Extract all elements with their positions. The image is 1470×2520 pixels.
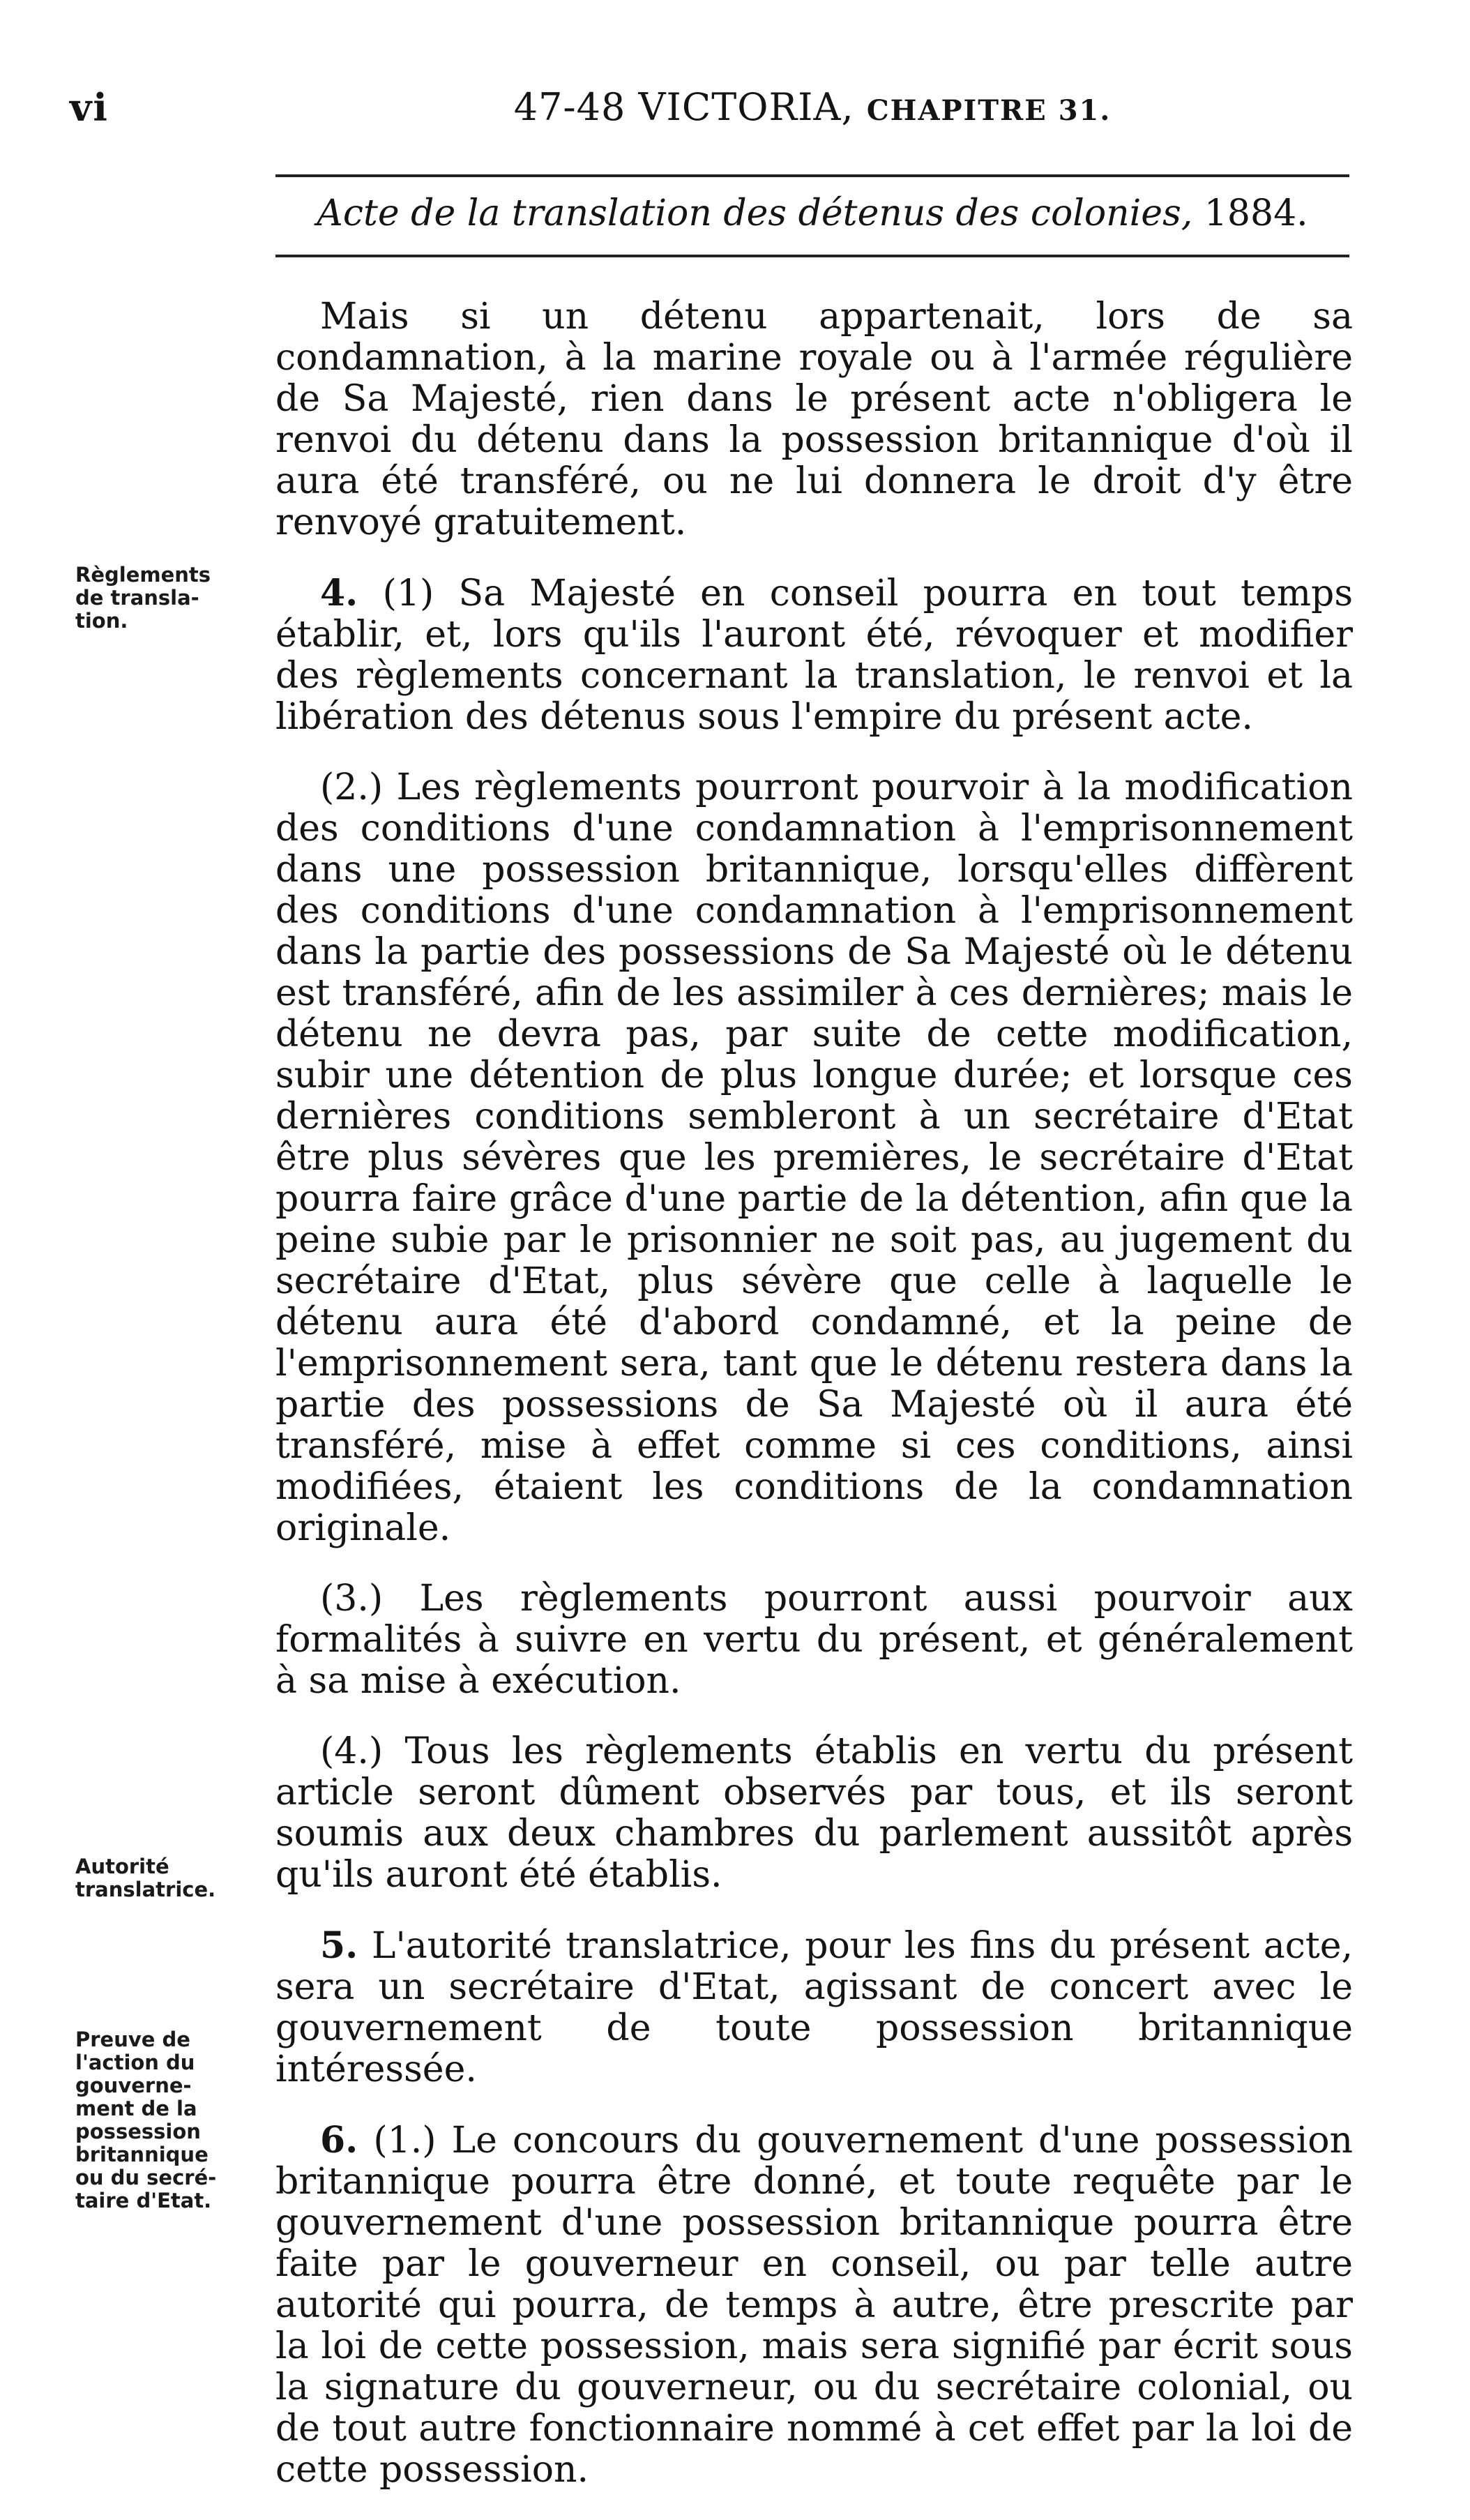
paragraph-text: L'autorité translatrice, pour les fins du présent acte, sera un secrétaire d'Etat, agissant de concert avec le gouvernement de toute possession britannique intéressée. [275, 1925, 1354, 2090]
paragraph-text: (1.) Le concours du gouvernement d'une possession britannique pourra être donné, et toute requête par le gouvernement d'une possession britannique pourra être faite par le gouverneur en conseil, ou par telle autre autorité qui pourra, de temps à autre, être prescrite par la loi de cette possession, mais sera signifié par écrit sous la signature du gouverneur, ou du secrétaire colonial, ou de tout autre fonctionnaire nommé à cet effet par la loi de cette possession. [275, 2120, 1354, 2491]
margin-note-section-4: Règlements de transla- tion. [75, 563, 211, 633]
paragraph-text: Mais si un détenu appartenait, lors de sa condamnation, à la marine royale ou à l'armée régulière de Sa Majesté, rien dans le présent acte n'obligera le renvoi du détenu dans la possession britannique d'où il aura été transféré, ou ne lui donnera le droit d'y être renvoyé gratuitement. [275, 296, 1353, 543]
margin-note-section-5: Autorité translatrice. [75, 1855, 216, 1901]
paragraph-section-4-3 [275, 1578, 1353, 1702]
paragraph-text: (1) Sa Majesté en conseil pourra en tout temps établir, et, lors qu'ils l'auront été, révoquer et modifier des règlements concernant la translation, le renvoi et la libération des détenus sous l'empire du présent acte. [275, 573, 1354, 738]
section-number: 4. [320, 572, 358, 614]
chapter-label: CHAPITRE 31. [866, 94, 1112, 127]
paragraph-text: (4.) Tous les règlements établis en vertu du présent article seront dûment observés par tous, et ils seront soumis aux deux chambres du parlement aussitôt après qu'ils auront été établis. [275, 1730, 1353, 1896]
paragraph-text: (2.) Les règlements pourront pourvoir à la modification des conditions d'une condamnation à l'emprisonnement dans une possession britannique, lorsqu'elles diffèrent des conditions d'une condamnation à l'emprisonnement dans la partie des possessions de Sa Majesté où le détenu est transféré, afin de les assimiler à ces dernières; mais le détenu ne devra pas, par suite de cette modification, subir une détention de plus longue durée; et lorsque ces dernières conditions sembleront à un secrétaire d'Etat être plus sévères que les premières, le secrétaire d'Etat pourra faire grâce d'une partie de la détention, afin que la peine subie par le prisonnier ne soit pas, au jugement du secrétaire d'Etat, plus sévère que celle à laquelle le détenu aura été d'abord condamné, et la peine de l'emprisonnement sera, tant que le détenu restera dans la partie des possessions de Sa Majesté où il aura été transféré, mise à effet comme si ces conditions, ainsi modifiées, étaient les conditions de la condamnation originale. [275, 767, 1353, 1549]
margin-note-section-6: Preuve de l'action du gouverne- ment de la possession britannique ou du secré- taire d'Etat. [75, 2028, 217, 2212]
header-rule-top [275, 174, 1349, 177]
paragraph-section-6-1 [275, 2120, 1353, 2491]
paragraph-section-4-2 [275, 767, 1353, 1549]
paragraph-text: (3.) Les règlements pourront aussi pourvoir aux formalités à suivre en vertu du présent, et généralement à sa mise à exécution. [275, 1578, 1353, 1702]
page-number: vi [70, 85, 109, 130]
section-number: 5. [320, 1924, 358, 1967]
act-title-name: Acte de la translation des détenus des colonies, [317, 193, 1193, 234]
act-title [275, 193, 1349, 234]
act-title-year: 1884. [1204, 193, 1308, 234]
paragraph-section-5 [275, 1925, 1353, 2090]
header-rule-bottom [275, 255, 1349, 257]
running-header [275, 85, 1349, 129]
paragraph-military-exception [275, 296, 1353, 543]
act-reference: 47-48 VICTORIA, [513, 85, 854, 129]
section-number: 6. [320, 2119, 358, 2161]
paragraph-section-4-1 [275, 573, 1353, 738]
paragraph-section-4-4 [275, 1731, 1353, 1896]
body-text [275, 296, 1353, 2520]
